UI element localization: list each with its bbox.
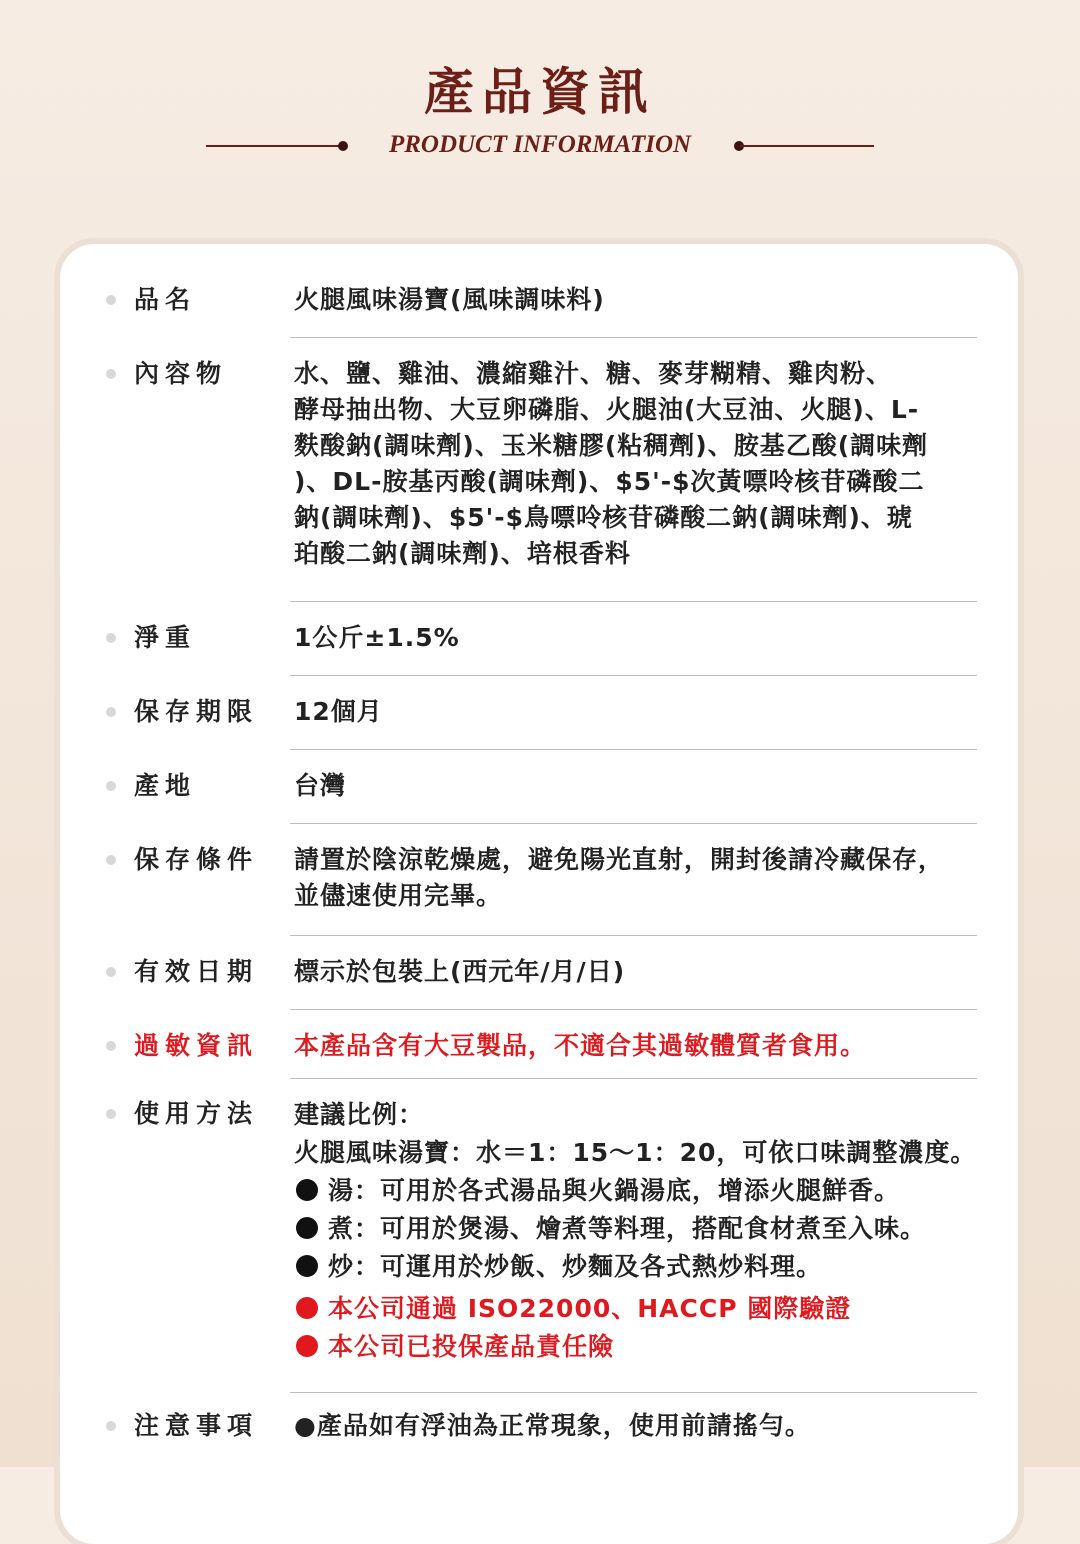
header (0, 0, 1080, 220)
usage-item-certification (294, 1290, 1014, 1328)
row-bullet-icon (106, 1109, 116, 1119)
value-line: 標示於包裝上(西元年/月/日) (294, 957, 626, 986)
page-subtitle: PRODUCT INFORMATION (388, 131, 692, 158)
usage-item-text: 本公司已投保產品責任險 (328, 1332, 615, 1361)
row-value (294, 356, 994, 572)
row-label: 品名 (134, 285, 197, 314)
row-label: 有效日期 (134, 957, 259, 986)
row-divider (290, 337, 977, 338)
value-line: ●產品如有浮油為正常現象，使用前請搖勻。 (294, 1411, 811, 1440)
value-line: 本產品含有大豆製品，不適合其過敏體質者食用。 (294, 1031, 867, 1060)
black-dot-icon (296, 1255, 318, 1277)
row-bullet-icon (106, 707, 116, 717)
usage-item-insurance (294, 1328, 1014, 1366)
row-label: 使用方法 (134, 1099, 259, 1128)
row-value (294, 768, 994, 804)
left-dot-icon (338, 141, 348, 151)
page-title: 產品資訊 (424, 62, 656, 121)
row-label: 注意事項 (134, 1411, 259, 1440)
value-line: 台灣 (294, 771, 347, 800)
info-card (60, 244, 1018, 1544)
row-bullet-icon (106, 633, 116, 643)
row-divider (290, 749, 977, 750)
row-bullet-icon (106, 1041, 116, 1051)
row-bullet-icon (106, 1421, 116, 1431)
row-divider (290, 601, 977, 602)
row-value (294, 1028, 994, 1064)
black-dot-icon (296, 1179, 318, 1201)
row-value (294, 694, 994, 730)
row-bullet-icon (106, 295, 116, 305)
usage-item-text: 湯：可用於各式湯品與火鍋湯底，增添火腿鮮香。 (328, 1176, 901, 1205)
value-line: 建議比例： (294, 1100, 425, 1129)
row-value (294, 620, 994, 656)
value-line: 並儘速使用完畢。 (294, 881, 503, 910)
value-line: 水、鹽、雞油、濃縮雞汁、糖、麥芽糊精、雞肉粉、 (294, 359, 893, 388)
row-value (294, 1096, 1014, 1366)
value-line: 火腿風味湯寶(風味調味料) (294, 285, 605, 314)
row-label: 淨重 (134, 623, 197, 652)
row-value (294, 954, 994, 990)
row-value (294, 842, 994, 914)
black-dot-icon (296, 1217, 318, 1239)
usage-item-text: 本公司通過 ISO22000、HACCP 國際驗證 (328, 1294, 852, 1323)
left-rule (206, 145, 340, 147)
row-bullet-icon (106, 369, 116, 379)
value-line: 麩酸鈉(調味劑)、玉米糖膠(粘稠劑)、胺基乙酸(調味劑 (294, 431, 929, 460)
value-line: 酵母抽出物、大豆卵磷脂、火腿油(大豆油、火腿)、L- (294, 395, 920, 424)
usage-item-boil (294, 1210, 1014, 1248)
row-bullet-icon (106, 855, 116, 865)
usage-item-text: 炒：可運用於炒飯、炒麵及各式熱炒料理。 (328, 1252, 823, 1281)
row-divider (290, 823, 977, 824)
usage-item-soup (294, 1172, 1014, 1210)
value-line: 鈉(調味劑)、$5'-$鳥嘌呤核苷磷酸二鈉(調味劑)、琥 (294, 503, 913, 532)
row-label: 過敏資訊 (134, 1031, 259, 1060)
usage-item-fry (294, 1248, 1014, 1286)
row-bullet-icon (106, 967, 116, 977)
row-divider (290, 675, 977, 676)
value-line: 1公斤±1.5% (294, 623, 460, 652)
right-rule (740, 145, 874, 147)
row-divider (290, 1078, 977, 1079)
usage-item-text: 煮：可用於煲湯、燴煮等料理，搭配食材煮至入味。 (328, 1214, 927, 1243)
value-line: 請置於陰涼乾燥處，避免陽光直射，開封後請冷藏保存， (294, 845, 945, 874)
row-label: 保存期限 (134, 697, 259, 726)
row-label: 產地 (134, 771, 197, 800)
row-divider (290, 1392, 977, 1393)
row-value (294, 282, 994, 318)
row-value (294, 1408, 994, 1444)
row-label: 保存條件 (134, 845, 259, 874)
subtitle-row (0, 130, 1080, 160)
row-divider (290, 1009, 977, 1010)
value-line: 12個月 (294, 697, 383, 726)
red-dot-icon (296, 1335, 318, 1357)
row-bullet-icon (106, 781, 116, 791)
value-line: )、DL-胺基丙酸(調味劑)、$5'-$次黃嘌呤核苷磷酸二 (294, 467, 925, 496)
row-divider (290, 935, 977, 936)
row-label: 內容物 (134, 359, 228, 388)
value-line: 珀酸二鈉(調味劑)、培根香料 (294, 539, 631, 568)
value-line: 火腿風味湯寶：水＝1：15～1：20，可依口味調整濃度。 (294, 1138, 977, 1167)
red-dot-icon (296, 1297, 318, 1319)
